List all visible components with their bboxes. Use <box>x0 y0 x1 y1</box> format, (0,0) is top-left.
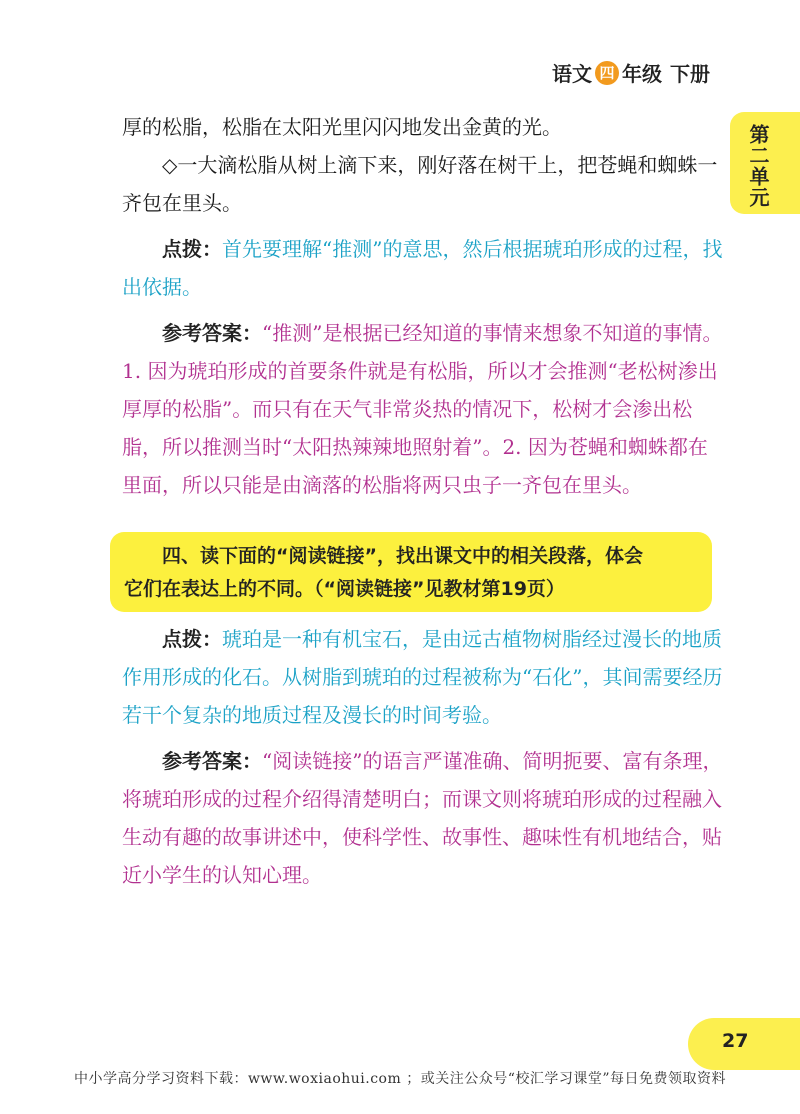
answer-label-2: 参考答案： <box>162 749 262 773</box>
answer-label: 参考答案： <box>162 321 262 345</box>
answer-text-2: “阅读链接”的语言严谨准确、简明扼要、富有条理，将琥珀形成的过程介绍得清楚明白；而课文则将琥珀形成的过程融入生动有趣的故事讲述中，使科学性、故事性、趣味性有机地结合，贴近小学生的认知心理。 <box>122 749 723 887</box>
top-section <box>122 108 726 504</box>
tip-label: 点拨： <box>162 237 222 261</box>
volume-label: 下册 <box>670 62 710 86</box>
answer-text: “推测”是根据已经知道的事情来想象不知道的事情。1. 因为琥珀形成的首要条件就是有松脂，所以才会推测“老松树渗出厚厚的松脂”。而只有在天气非常炎热的情况下，松树才会渗出松脂，所以推测当时“太阳热辣辣地照射着”。2. 因为苍蝇和蜘蛛都在里面，所以只能是由滴落的松脂将两只虫子一齐包在里头。 <box>122 321 723 497</box>
tip-paragraph-2 <box>122 620 726 734</box>
tip-label-2: 点拨： <box>162 627 222 651</box>
grade-suffix: 年级 <box>622 62 662 86</box>
footer-note: 中小学高分学习资料下载：www.woxiaohui.com ；或关注公众号“校汇学习课堂”每日免费领取资料 <box>73 1071 727 1087</box>
page-number: 27 <box>722 1030 749 1052</box>
tip-paragraph <box>122 230 726 306</box>
tip-text-2: 琥珀是一种有机宝石，是由远古植物树脂经过漫长的地质作用形成的化石。从树脂到琥珀的过程被称为“石化”，其间需要经历若干个复杂的地质过程及漫长的时间考验。 <box>122 627 723 727</box>
subject-label: 语文 <box>552 62 592 86</box>
grade-badge: 四 <box>595 61 619 85</box>
continuation-paragraph: 厚的松脂，松脂在太阳光里闪闪地发出金黄的光。 <box>122 115 562 139</box>
page-header <box>552 58 710 87</box>
answer-paragraph <box>122 314 726 504</box>
answer-paragraph-2 <box>122 742 726 894</box>
question-highlight-box <box>110 532 712 612</box>
question-line-1: 四、读下面的“阅读链接”，找出课文中的相关段落，体会 <box>162 545 643 567</box>
point-paragraph: ◇一大滴松脂从树上滴下来，刚好落在树干上，把苍蝇和蜘蛛一齐包在里头。 <box>122 153 718 215</box>
bottom-section <box>122 620 726 894</box>
unit-tab <box>730 112 800 214</box>
page-number-tab <box>688 1018 800 1070</box>
question-line-2: 它们在表达上的不同。（“阅读链接”见教材第19页） <box>124 578 565 600</box>
unit-label: 第二单元 <box>746 124 770 208</box>
tip-text: 首先要理解“推测”的意思，然后根据琥珀形成的过程，找出依据。 <box>122 237 723 299</box>
